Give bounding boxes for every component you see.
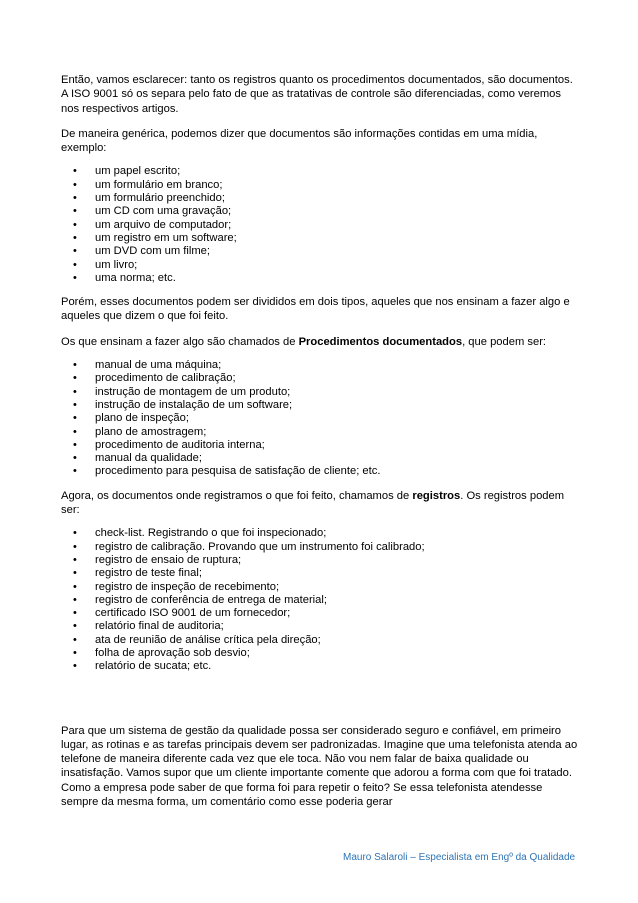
- list-item: • manual da qualidade;: [61, 452, 579, 465]
- records-text-before: Agora, os documentos onde registramos o que foi feito, chamamos de: [61, 489, 413, 502]
- list-item: • registro de conferência de entrega de material;: [61, 594, 579, 607]
- list-item: • uma norma; etc.: [61, 272, 579, 285]
- list-item: • procedimento de calibração;: [61, 372, 579, 385]
- list-item: • um registro em um software;: [61, 232, 579, 245]
- list-item: • registro de ensaio de ruptura;: [61, 554, 579, 567]
- list-item: • plano de amostragem;: [61, 426, 579, 439]
- list-item: • um formulário em branco;: [61, 179, 579, 192]
- list-item: • folha de aprovação sob desvio;: [61, 647, 579, 660]
- list-item: • um formulário preenchido;: [61, 192, 579, 205]
- list-item: • um arquivo de computador;: [61, 219, 579, 232]
- list-item: • instrução de montagem de um produto;: [61, 386, 579, 399]
- final-paragraph: Para que um sistema de gestão da qualidade possa ser considerado seguro e confiável, em primeiro lugar, as rotinas e as tarefas principais devem ser padronizadas. Imagine que uma telefonista atenda ao telefone de maneira diferente cada vez que ele toca. Não vou nem falar de baixa qualidade ou insatisfação. Vamos supor que um cliente importante comente que adorou a forma com que foi tratado. Como a empresa pode saber de que forma foi para repetir o feito? Se essa telefonista atendesse sempre da mesma forma, um comentário como esse poderia gerar: [61, 724, 578, 809]
- list-item: • relatório de sucata; etc.: [61, 660, 579, 673]
- list-item: • relatório final de auditoria;: [61, 620, 579, 633]
- list-item: • procedimento de auditoria interna;: [61, 439, 579, 452]
- types-paragraph: Porém, esses documentos podem ser divididos em dois tipos, aqueles que nos ensinam a fazer algo e aqueles que dizem o que foi feito.: [61, 296, 570, 323]
- procedures-text-after: , que podem ser:: [462, 335, 547, 348]
- list-item: • um CD com uma gravação;: [61, 205, 579, 218]
- list-item: • um DVD com um filme;: [61, 245, 579, 258]
- generic-paragraph: De maneira genérica, podemos dizer que documentos são informações contidas em uma mídia, exemplo:: [61, 127, 538, 155]
- records-paragraph: [61, 489, 579, 518]
- page-footer: Mauro Salaroli – Especialista em Engº da Qualidade: [343, 852, 576, 863]
- list-item: • plano de inspeção;: [61, 412, 579, 425]
- procedures-text-before: Os que ensinam a fazer algo são chamados de: [61, 335, 299, 348]
- list-item: • ata de reunião de análise crítica pela direção;: [61, 634, 579, 647]
- procedures-term: Procedimentos documentados: [298, 335, 463, 348]
- procedures-paragraph: [61, 335, 579, 349]
- list-item: • check-list. Registrando o que foi inspecionado;: [61, 527, 579, 540]
- records-term: registros: [412, 489, 461, 502]
- list-item: • registro de teste final;: [61, 567, 579, 580]
- list-item: • registro de calibração. Provando que um instrumento foi calibrado;: [61, 541, 579, 554]
- procedures-list: [61, 359, 579, 479]
- list-item: • um papel escrito;: [61, 165, 579, 178]
- intro-paragraph: Então, vamos esclarecer: tanto os registros quanto os procedimentos documentados, são documentos. A ISO 9001 só os separa pelo fato de que as tratativas de controle são diferenciadas, como veremos nos respectivos artigos.: [61, 74, 573, 115]
- list-item: • procedimento para pesquisa de satisfação de cliente; etc.: [61, 465, 579, 478]
- records-list: [61, 527, 579, 673]
- list-item: • instrução de instalação de um software;: [61, 399, 579, 412]
- records-text-after: . Os registros podem ser:: [61, 489, 565, 517]
- section-spacer: [61, 684, 579, 724]
- list-item: • manual de uma máquina;: [61, 359, 579, 372]
- list-item: • certificado ISO 9001 de um fornecedor;: [61, 607, 579, 620]
- list-item: • registro de inspeção de recebimento;: [61, 581, 579, 594]
- document-body: [61, 73, 579, 809]
- list-item: • um livro;: [61, 259, 579, 272]
- media-list: [61, 165, 579, 285]
